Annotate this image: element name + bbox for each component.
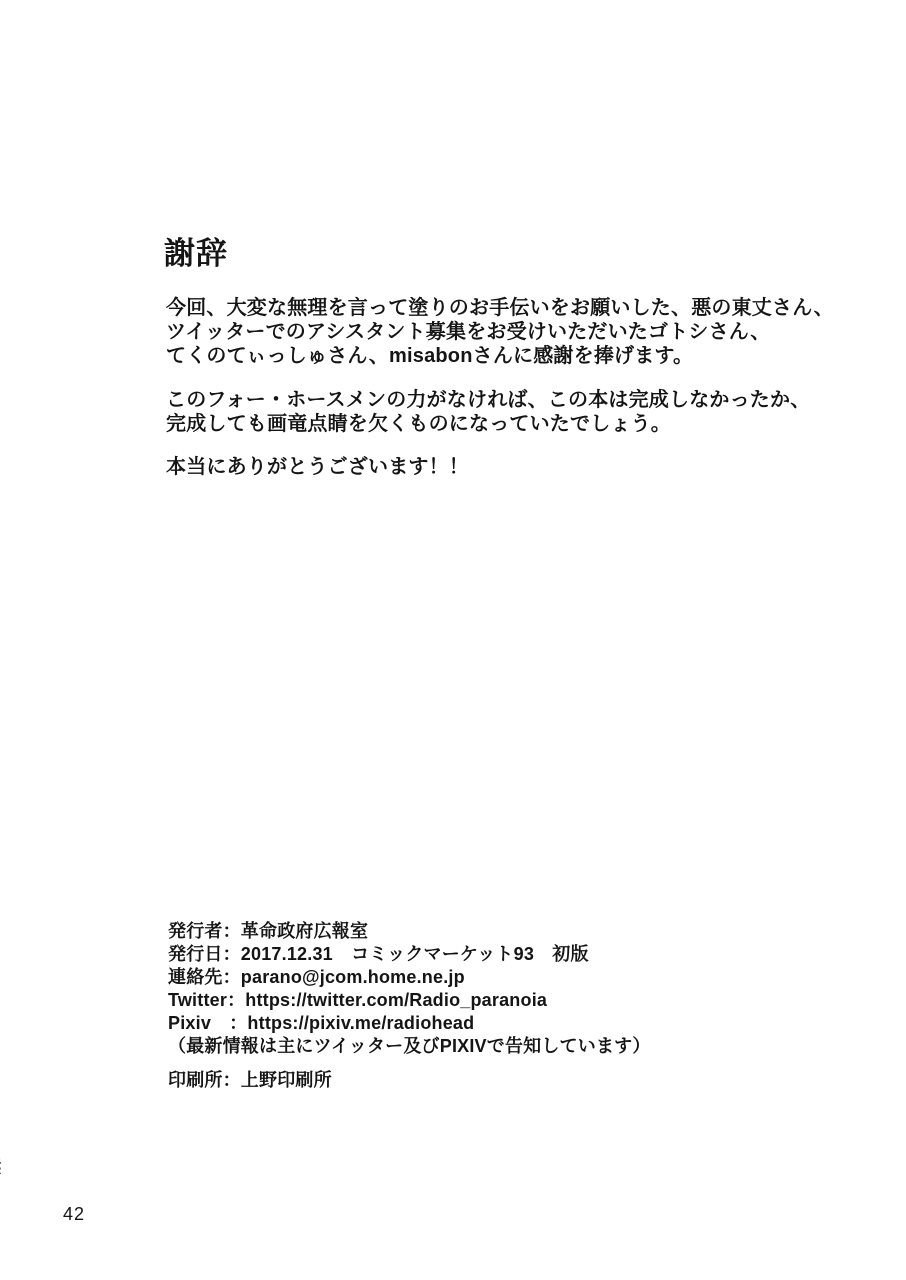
acknowledgment-paragraph-2 — [166, 388, 810, 436]
acknowledgments-heading: 謝辞 — [164, 236, 228, 271]
acknowledgment-paragraph-1 — [166, 296, 834, 368]
colophon-twitter-url-line: Twitter：https://twitter.com/Radio_paranoia — [168, 990, 548, 1010]
text-line: 今回、大変な無理を言って塗りのお手伝いをお願いした、悪の東丈さん、 — [166, 297, 834, 319]
text-line: 完成しても画竜点睛を欠くものになっていたでしょう。 — [166, 413, 671, 435]
colophon-pixiv-url-line: Pixiv ：https://pixiv.me/radiohead — [168, 1013, 475, 1033]
edge-print-mark — [0, 1158, 1, 1176]
colophon-notice-line: （最新情報は主にツイッター及びPIXIVで告知しています） — [168, 1036, 651, 1056]
colophon-date-line: 発行日：2017.12.31 コミックマーケット93 初版 — [168, 944, 589, 964]
colophon-printer-line: 印刷所：上野印刷所 — [168, 1070, 332, 1090]
colophon-publisher-line: 発行者：革命政府広報室 — [168, 921, 369, 941]
page-number: 42 — [63, 1204, 86, 1224]
colophon-contact-line: 連絡先：parano@jcom.home.ne.jp — [168, 967, 465, 987]
acknowledgment-paragraph-3 — [166, 455, 469, 479]
text-line: ツイッターでのアシスタント募集をお受けいただいたゴトシさん、 — [166, 321, 771, 343]
text-line: 本当にありがとうございます！！ — [166, 456, 469, 478]
colophon-block — [168, 920, 651, 1058]
edge-print-mark-digit — [0, 1167, 1, 1176]
text-line: てくのてぃっしゅさん、misabonさんに感謝を捧げます。 — [166, 345, 694, 367]
text-line: このフォー・ホースメンの力がなければ、この本は完成しなかったか、 — [166, 389, 811, 411]
